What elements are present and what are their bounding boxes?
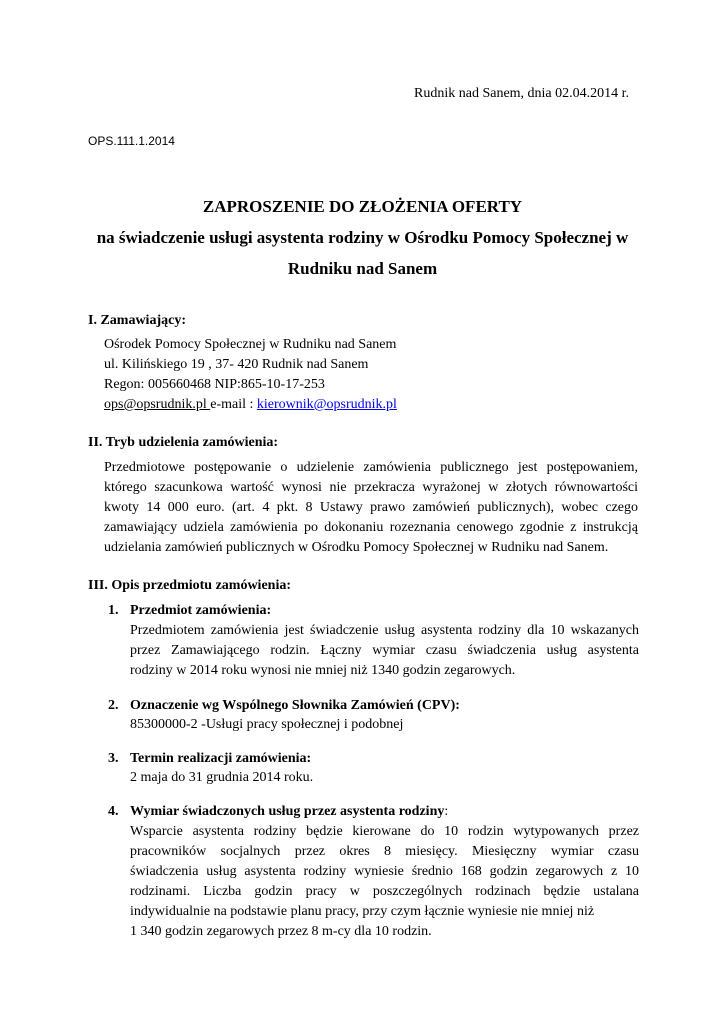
item-4-line: pracowników socjalnych przez okres 8 miesięcy. Miesięczny wymiar czasu — [130, 844, 639, 859]
item-2-heading: Oznaczenie wg Wspólnego Słownika Zamówień (CPV): — [130, 698, 460, 713]
place-date: Rudnik nad Sanem, dnia 02.04.2014 r. — [414, 86, 630, 101]
item-3-heading: Termin realizacji zamówienia: — [130, 751, 312, 766]
section-2-line: udzielania zamówień publicznych w Ośrodku Pomocy Społecznej w Rudniku nad Sanem. — [104, 540, 609, 555]
item-2-line: 85300000-2 -Usługi pracy społecznej i podobnej — [130, 717, 404, 732]
section-1-line: Regon: 005660468 NIP:865-10-17-253 — [104, 377, 325, 392]
section-1-email-line — [104, 395, 397, 415]
item-2-number: 2. — [108, 698, 119, 713]
item-3-number: 3. — [108, 751, 119, 766]
item-1-heading: Przedmiot zamówienia: — [130, 603, 272, 618]
section-2-heading: II. Tryb udzielenia zamówienia: — [88, 435, 279, 450]
section-2-line: kwoty 14 000 euro. (art. 4 pkt. 8 Ustawy prawo zamówień publicznych), wobec czego — [104, 500, 638, 515]
item-4-heading-wrapper — [130, 802, 448, 822]
document-title: ZAPROSZENIE DO ZŁOŻENIA OFERTY — [202, 197, 523, 216]
item-1-number: 1. — [108, 603, 119, 618]
item-4-heading: Wymiar świadczonych usług przez asystenta rodziny — [130, 804, 445, 819]
section-2-line: zamawiający udziela zamówienia po dokonaniu rozeznania cenowego zgodnie z instrukcją — [104, 520, 638, 535]
section-2-line: Przedmiotowe postępowanie o udzielenie zamówienia publicznego jest postępowaniem, — [104, 460, 638, 475]
item-1-line: przez Zamawiającego rodzin. Łączny wymiar czasu świadczenia usług asystenta — [130, 643, 639, 658]
item-4-line: Wsparcie asystenta rodziny będzie kierowane do 10 rodzin wytypowanych przez — [130, 824, 639, 839]
section-1-line: ul. Kilińskiego 19 , 37- 420 Rudnik nad Sanem — [104, 357, 369, 372]
reference-number: OPS.111.1.2014 — [88, 134, 175, 148]
section-3-heading: III. Opis przedmiotu zamówienia: — [88, 578, 291, 593]
item-4-line: 1 340 godzin zegarowych przez 8 m-cy dla 10 rodzin. — [130, 924, 432, 939]
item-4-line: rodzinami. Liczba godzin pracy w poszczególnych rodzinach będzie ustalana — [130, 884, 639, 899]
section-1-heading: I. Zamawiający: — [88, 313, 186, 328]
section-1-line: Ośrodek Pomocy Społecznej w Rudniku nad Sanem — [104, 337, 397, 352]
item-1-line: Przedmiotem zamówienia jest świadczenie usług asystenta rodziny dla 10 wskazanych — [130, 623, 639, 638]
item-3-line: 2 maja do 31 grudnia 2014 roku. — [130, 770, 314, 785]
item-1-line: rodziny w 2014 roku wynosi nie mniej niż 1340 godzin zegarowych. — [130, 663, 516, 678]
item-4-line: świadczenia usług asystenta rodziny wyniesie średnio 168 godzin zegarowych z 10 — [130, 864, 639, 879]
email-kierownik-link[interactable]: kierownik@opsrudnik.pl — [256, 397, 397, 412]
email-ops[interactable]: ops@opsrudnik.pl — [104, 397, 211, 412]
section-2-line: którego szacunkowa wartość wynosi nie przekracza wyrażonej w złotych równowartości — [104, 480, 638, 495]
email-label: e-mail : — [210, 397, 257, 412]
document-subtitle-line-1: na świadczenie usługi asystenta rodziny w Ośrodku Pomocy Społecznej w — [96, 228, 629, 247]
item-4-line: indywidualnie na podstawie planu pracy, przy czym łącznie wyniesie nie mniej niż — [130, 904, 595, 919]
item-4-heading-colon: : — [444, 804, 449, 819]
item-4-number: 4. — [108, 804, 119, 819]
document-subtitle-line-2: Rudniku nad Sanem — [287, 259, 438, 278]
